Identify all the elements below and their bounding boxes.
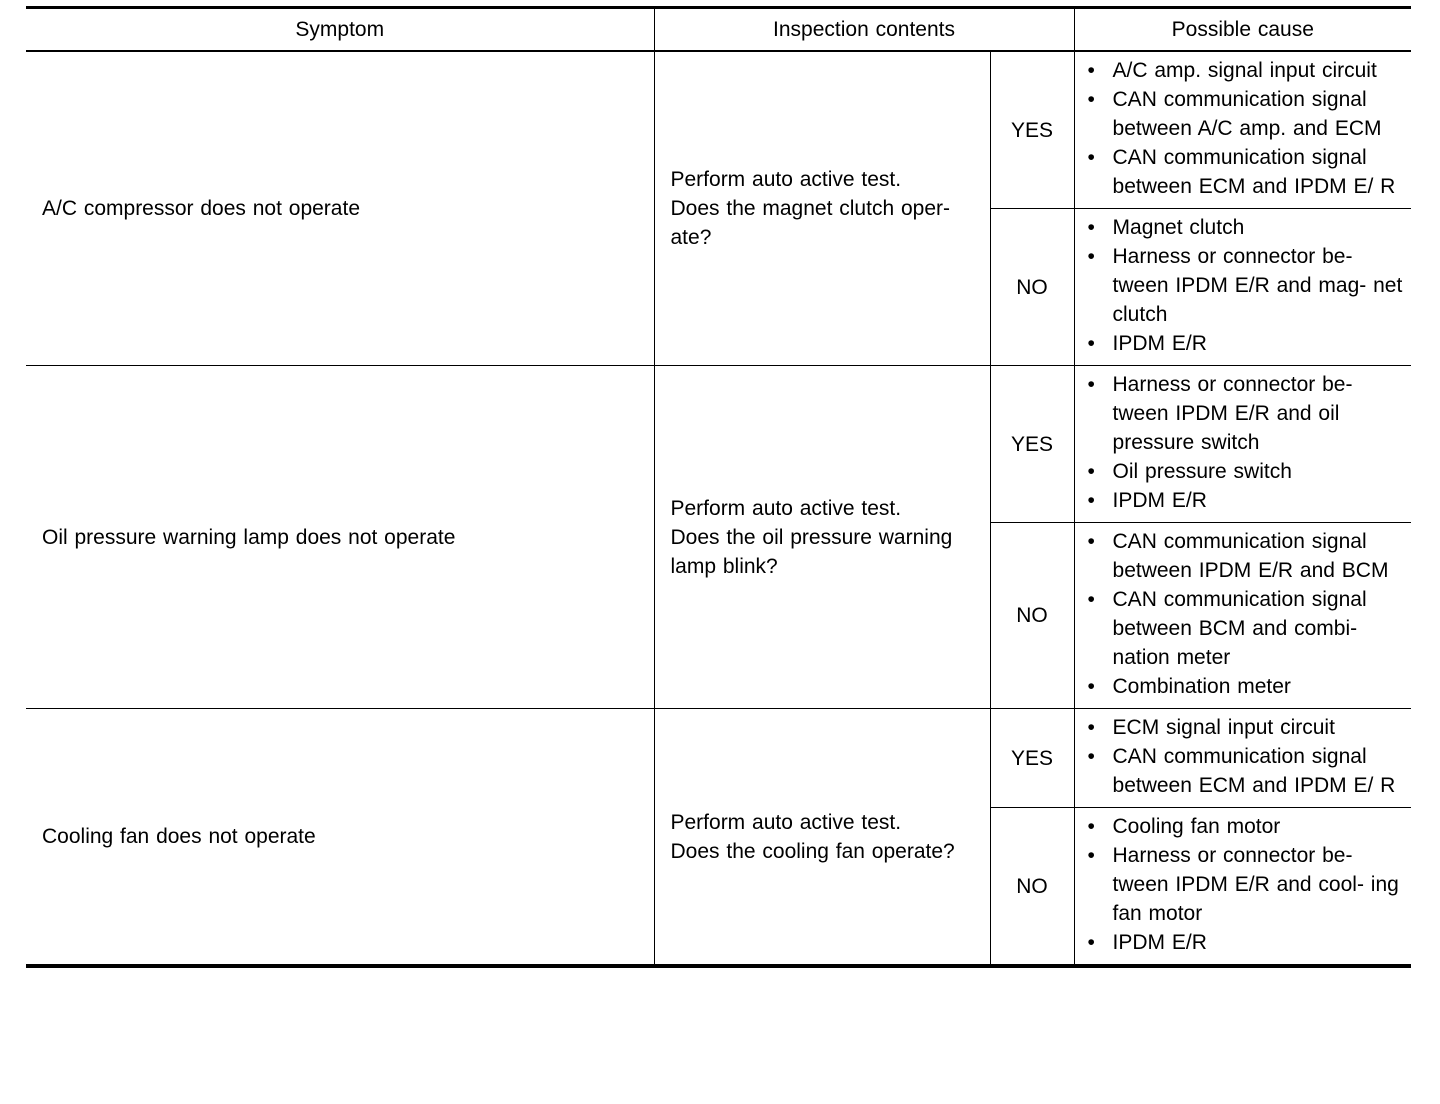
symptom-cell: Cooling fan does not operate: [26, 709, 654, 967]
symptom-cell: Oil pressure warning lamp does not operate: [26, 366, 654, 709]
inspection-line: ate?: [670, 226, 712, 249]
inspection-line: Does the oil pressure warning: [670, 525, 953, 549]
cause-item: • IPDM E/R: [1087, 329, 1404, 358]
inspection-cell: [654, 366, 990, 709]
cause-cell: [1074, 51, 1411, 209]
table-row: [26, 51, 1411, 209]
inspection-line: Perform auto active test.: [670, 496, 902, 520]
cause-item: • CAN communication signal between A/C amp. and ECM: [1087, 85, 1404, 143]
symptom-cell: A/C compressor does not operate: [42, 197, 360, 220]
cause-cell: [1074, 808, 1411, 967]
cause-cell: [1074, 523, 1411, 709]
inspection-cell: [654, 709, 990, 967]
cause-list: [1087, 213, 1404, 358]
cause-item: • ECM signal input circuit: [1087, 713, 1404, 742]
no-label: NO: [990, 523, 1074, 709]
header-symptom: Symptom: [26, 8, 654, 52]
cause-item: • Magnet clutch: [1087, 213, 1404, 242]
cause-list: [1087, 812, 1404, 957]
inspection-line: Perform auto active test.: [670, 168, 902, 191]
cause-item: • Combination meter: [1087, 672, 1404, 701]
cause-item: • IPDM E/R: [1087, 486, 1404, 515]
cause-item: • CAN communication signal between ECM and IPDM E/ R: [1087, 742, 1404, 800]
cause-cell: [1074, 209, 1411, 366]
inspection-line: Does the magnet clutch oper-: [670, 197, 950, 220]
yes-label: YES: [990, 709, 1074, 808]
cause-item: • Harness or connector be- tween IPDM E/R and cool- ing fan motor: [1087, 841, 1404, 928]
yes-label: YES: [990, 51, 1074, 209]
inspection-line: Perform auto active test.: [670, 810, 902, 834]
no-label: NO: [990, 209, 1074, 366]
inspection-line: Does the cooling fan operate?: [670, 839, 955, 863]
cause-list: [1087, 527, 1404, 701]
inspection-cell: [654, 51, 990, 366]
inspection-line: lamp blink?: [670, 554, 778, 578]
cause-list: [1087, 370, 1404, 515]
table-row: [26, 709, 1411, 808]
cause-item: • CAN communication signal between IPDM E/R and BCM: [1087, 527, 1404, 585]
cause-item: • IPDM E/R: [1087, 928, 1404, 957]
cause-item: • Harness or connector be- tween IPDM E/R and mag- net clutch: [1087, 242, 1404, 329]
cause-cell: [1074, 366, 1411, 523]
table-row: [26, 366, 1411, 523]
yes-label: YES: [990, 366, 1074, 523]
diagnosis-table: [26, 6, 1411, 968]
cause-list: [1087, 713, 1404, 800]
cause-item: • Cooling fan motor: [1087, 812, 1404, 841]
cause-item: • CAN communication signal between BCM and combi- nation meter: [1087, 585, 1404, 672]
cause-item: • Harness or connector be- tween IPDM E/R and oil pressure switch: [1087, 370, 1404, 457]
header-possible-cause: Possible cause: [1074, 8, 1411, 52]
cause-list: [1087, 56, 1404, 201]
cause-item: • Oil pressure switch: [1087, 457, 1404, 486]
cause-item: • CAN communication signal between ECM and IPDM E/ R: [1087, 143, 1404, 201]
cause-cell: [1074, 709, 1411, 808]
cause-item: • A/C amp. signal input circuit: [1087, 56, 1404, 85]
header-row: [26, 8, 1411, 52]
header-inspection: Inspection contents: [654, 8, 1074, 52]
no-label: NO: [990, 808, 1074, 967]
